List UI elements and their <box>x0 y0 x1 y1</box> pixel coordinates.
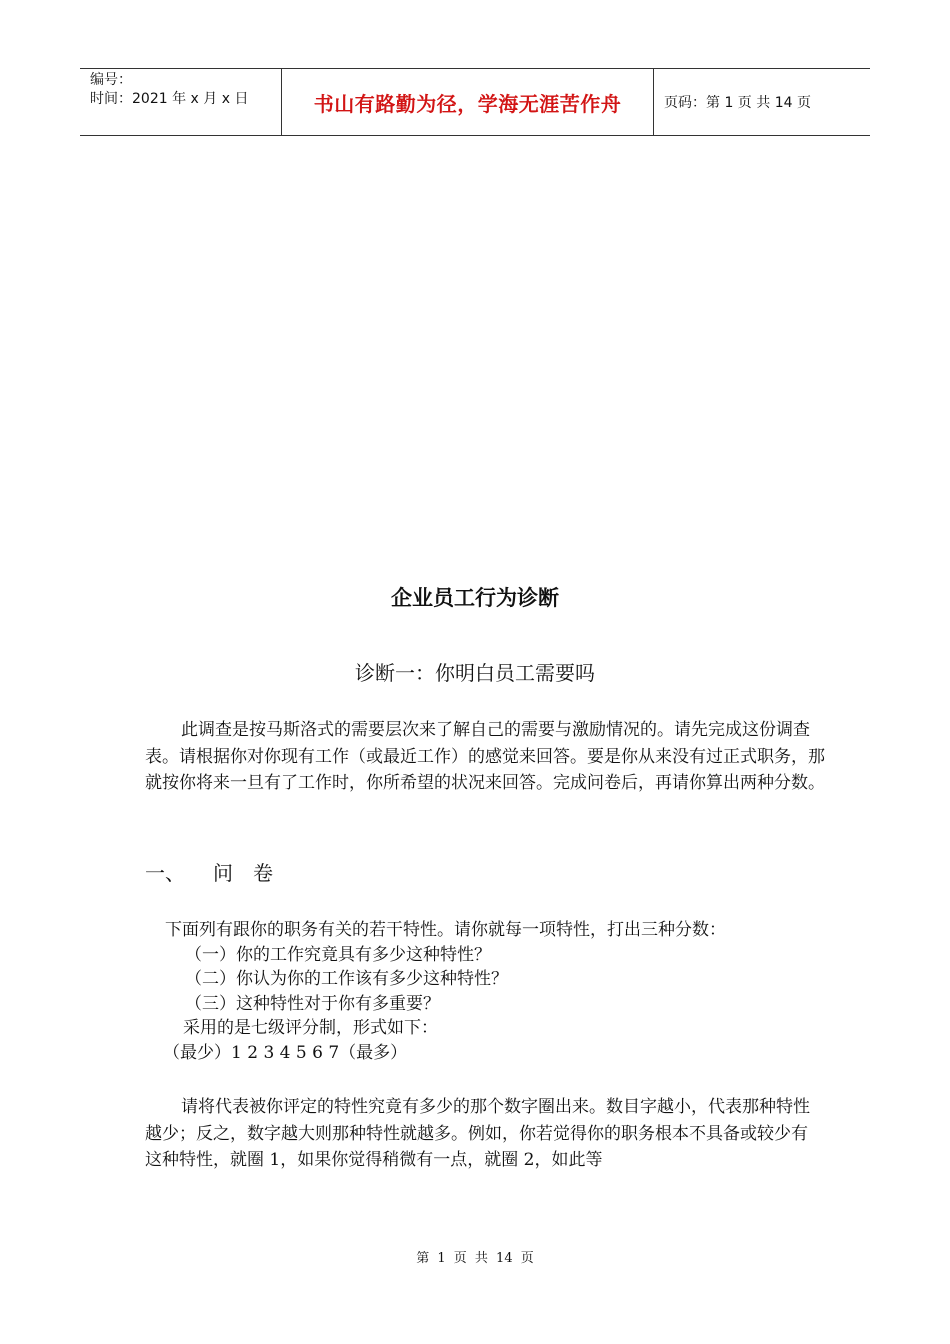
document-title: 企业员工行为诊断 <box>391 586 559 610</box>
header-page-cell <box>654 69 870 135</box>
document-subtitle: 诊断一：你明白员工需要吗 <box>355 661 595 685</box>
section-heading <box>145 857 293 886</box>
questionnaire-instructions <box>145 918 825 1065</box>
rating-scale-line: （最少）1 2 3 4 5 6 7（最多） <box>163 1042 408 1063</box>
page-footer: 第 1 页 共 14 页 <box>416 1251 534 1266</box>
explanation-paragraph: 请将代表被你评定的特性究竟有多少的那个数字圈出来。数目字越小，代表那种特性越少；反之，数字越大则那种特性就越多。例如，你若觉得你的职务根本不具备或较少有这种特性，就圈 1，如果你觉得稍微有一点，就圈 2，如此等 <box>145 1097 810 1170</box>
questionnaire-line: 采用的是七级评分制，形式如下： <box>183 1018 438 1038</box>
questionnaire-line: （一）你的工作究竟具有多少这种特性？ <box>185 944 491 965</box>
intro-paragraph: 此调查是按马斯洛式的需要层次来了解自己的需要与激励情况的。请先完成这份调查表。请根据你对你现有工作（或最近工作）的感觉来回答。要是你从来没有过正式职务，那就按你将来一旦有了工作时，你所希望的状况来回答。完成问卷后，再请你算出两种分数。 <box>145 720 825 793</box>
motto-text: 书山有路勤为径，学海无涯苦作舟 <box>313 91 622 116</box>
header-meta-cell <box>80 69 282 135</box>
questionnaire-line: （二）你认为你的工作该有多少这种特性？ <box>185 969 508 989</box>
header-page-info: 页码：第 1 页 共 14 页 <box>664 95 811 111</box>
questionnaire-line: 下面列有跟你的职务有关的若干特性。请你就每一项特性，打出三种分数： <box>165 920 726 940</box>
section-title: 问卷 <box>213 861 293 885</box>
number-label: 编号： <box>90 72 132 88</box>
questionnaire-line: （三）这种特性对于你有多重要？ <box>185 993 440 1014</box>
section-number: 一、 <box>145 861 185 885</box>
page-header <box>80 68 870 136</box>
header-motto-cell <box>282 69 654 135</box>
time-label: 时间：2021 年 x 月 x 日 <box>90 91 249 107</box>
